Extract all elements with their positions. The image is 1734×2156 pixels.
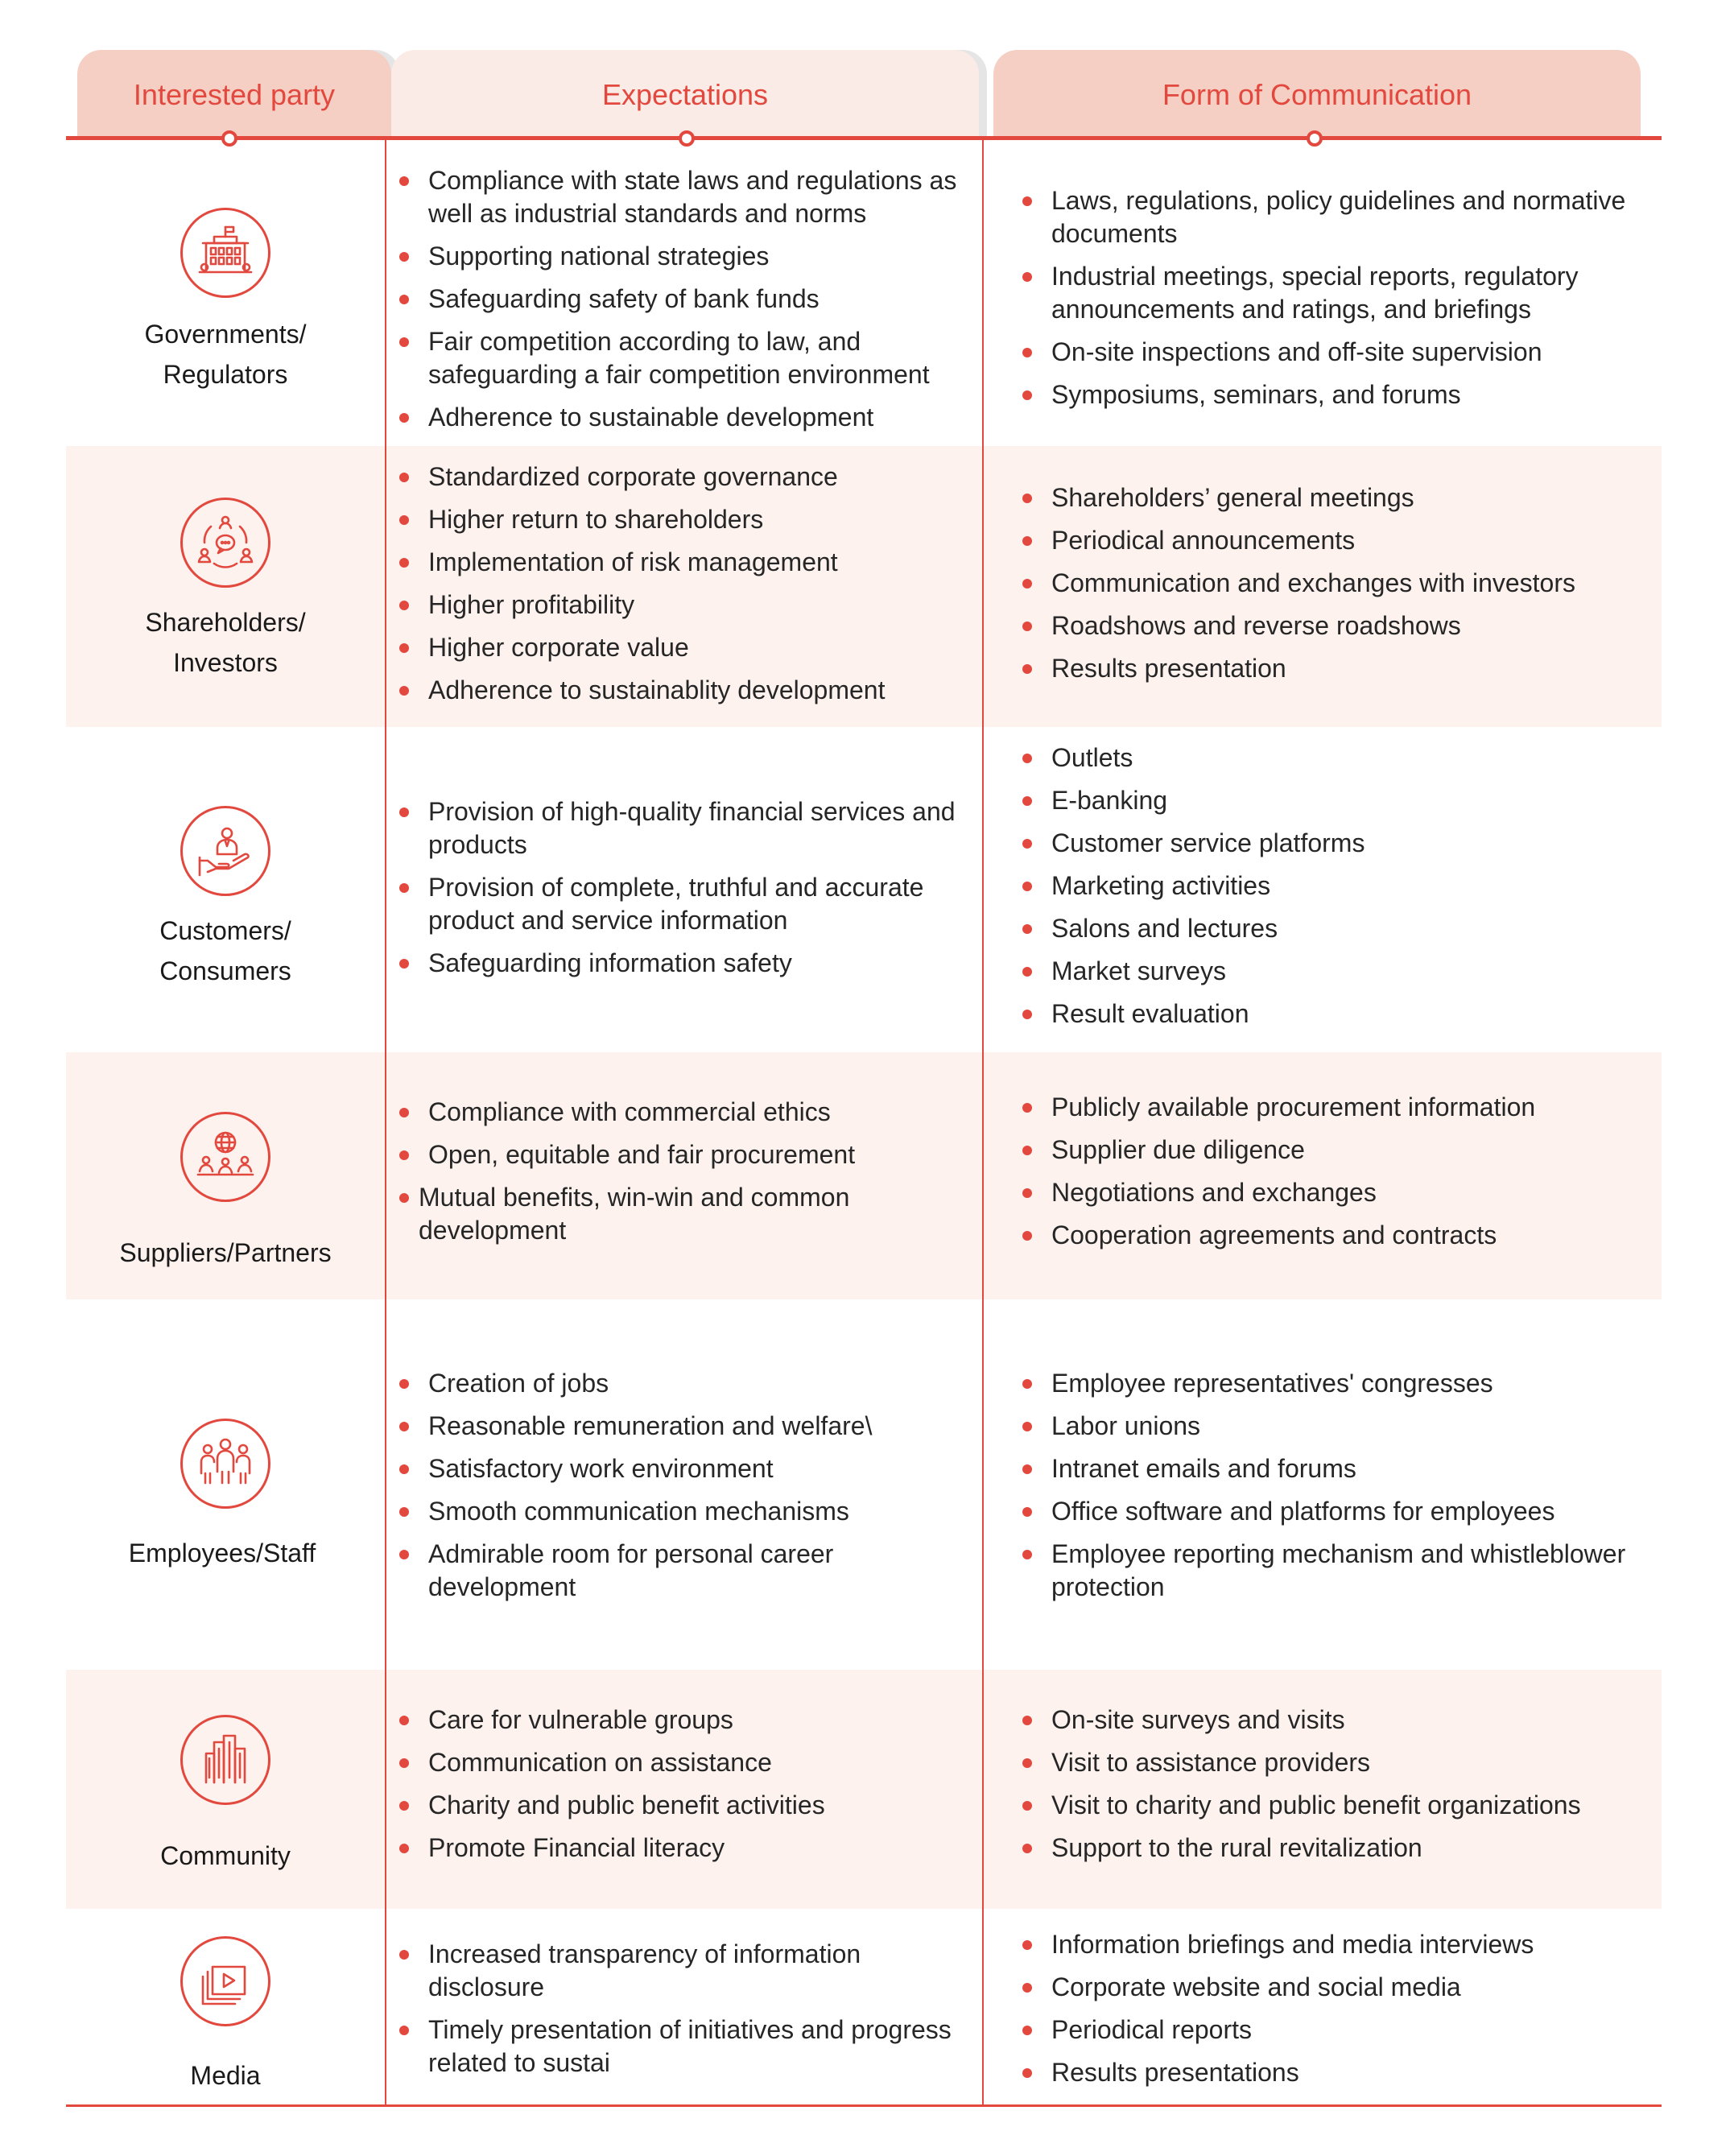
- communication-cell: [984, 1909, 1662, 2104]
- communication-cell: [984, 1299, 1662, 1670]
- expectations-cell: [386, 140, 984, 446]
- party-label: Suppliers/Partners: [119, 1238, 332, 1267]
- party-label: Media: [190, 2061, 261, 2090]
- list-item: Roadshows and reverse roadshows: [1051, 609, 1662, 642]
- list-item: Safeguarding information safety: [428, 947, 982, 980]
- list-item: Implementation of risk management: [428, 546, 982, 579]
- bottom-rule: [66, 2104, 1662, 2107]
- list-item: Communication and exchanges with investors: [1051, 567, 1662, 600]
- list-item: Customer service platforms: [1051, 827, 1662, 860]
- party-label: Shareholders/: [145, 608, 306, 637]
- table-row: [66, 1299, 1662, 1670]
- list-item: Standardized corporate governance: [428, 461, 982, 494]
- list-item: Adherence to sustainablity development: [428, 674, 982, 707]
- list-item: Creation of jobs: [428, 1367, 982, 1400]
- list-item: Information briefings and media interviews: [1051, 1928, 1662, 1961]
- expectations-cell: [386, 727, 984, 1052]
- list-item: Support to the rural revitalization: [1051, 1832, 1662, 1865]
- list-item: Results presentation: [1051, 652, 1662, 685]
- list-item: Shareholders’ general meetings: [1051, 481, 1662, 514]
- list-item: Result evaluation: [1051, 997, 1662, 1031]
- party-label: Regulators: [163, 360, 288, 389]
- table-row: [66, 1670, 1662, 1909]
- list-item: Industrial meetings, special reports, regulatory announcements and ratings, and briefings: [1051, 260, 1662, 326]
- list-item: Smooth communication mechanisms: [428, 1495, 982, 1528]
- list-item: Fair competition according to law, and safeguarding a fair competition environment: [428, 325, 982, 391]
- list-item: Compliance with commercial ethics: [428, 1096, 982, 1129]
- list-item: Publicly available procurement information: [1051, 1091, 1662, 1124]
- list-item: Admirable room for personal career development: [428, 1538, 982, 1604]
- list-item: Higher profitability: [428, 589, 982, 622]
- party-label: Community: [160, 1841, 291, 1870]
- expectations-cell: [386, 446, 984, 727]
- list-item: Salons and lectures: [1051, 912, 1662, 945]
- list-item: Reasonable remuneration and welfare\: [428, 1410, 982, 1443]
- list-item: Promote Financial literacy: [428, 1832, 982, 1865]
- party-label: Investors: [173, 648, 278, 677]
- header-interested-party: Interested party: [77, 50, 391, 140]
- list-item: Corporate website and social media: [1051, 1971, 1662, 2004]
- header-expectations: Expectations: [391, 50, 979, 140]
- list-item: Communication on assistance: [428, 1746, 982, 1779]
- table-row: [66, 1909, 1662, 2104]
- list-item: Symposiums, seminars, and forums: [1051, 378, 1662, 411]
- list-item: On-site surveys and visits: [1051, 1704, 1662, 1737]
- list-item: Results presentations: [1051, 2056, 1662, 2089]
- list-item: Charity and public benefit activities: [428, 1789, 982, 1822]
- list-item: Periodical reports: [1051, 2014, 1662, 2047]
- list-item: Visit to assistance providers: [1051, 1746, 1662, 1779]
- header-form-of-communication: Form of Communication: [993, 50, 1641, 140]
- table-header: [66, 50, 1662, 140]
- table-row: [66, 727, 1662, 1052]
- party-label: Consumers: [159, 956, 291, 985]
- list-item: Higher return to shareholders: [428, 503, 982, 536]
- communication-cell: [984, 1670, 1662, 1909]
- expectations-cell: [386, 1052, 984, 1299]
- list-item: Market surveys: [1051, 955, 1662, 988]
- party-label: Employees/Staff: [128, 1539, 316, 1567]
- list-item: Supplier due diligence: [1051, 1134, 1662, 1167]
- communication-cell: [984, 446, 1662, 727]
- expectations-cell: [386, 1299, 984, 1670]
- list-item: Cooperation agreements and contracts: [1051, 1219, 1662, 1252]
- list-item: Care for vulnerable groups: [428, 1704, 982, 1737]
- list-item: Outlets: [1051, 741, 1662, 774]
- expectations-cell: [386, 1909, 984, 2104]
- party-label: Governments/: [144, 320, 307, 349]
- list-item: Visit to charity and public benefit organizations: [1051, 1789, 1662, 1822]
- table-row: [66, 140, 1662, 446]
- stakeholder-table: [66, 50, 1662, 2107]
- list-item: Increased transparency of information disclosure: [428, 1938, 982, 2004]
- list-item: Provision of high-quality financial services and products: [428, 795, 982, 861]
- table-row: [66, 1052, 1662, 1299]
- expectations-cell: [386, 1670, 984, 1909]
- list-item: Satisfactory work environment: [428, 1452, 982, 1485]
- list-item: Marketing activities: [1051, 869, 1662, 902]
- table-row: [66, 446, 1662, 727]
- list-item: Mutual benefits, win-win and common development: [419, 1181, 982, 1247]
- list-item: Negotiations and exchanges: [1051, 1176, 1662, 1209]
- list-item: Periodical announcements: [1051, 524, 1662, 557]
- list-item: Employee reporting mechanism and whistleblower protection: [1051, 1538, 1662, 1604]
- list-item: Compliance with state laws and regulations as well as industrial standards and norms: [428, 164, 982, 230]
- list-item: Employee representatives' congresses: [1051, 1367, 1662, 1400]
- list-item: On-site inspections and off-site supervision: [1051, 336, 1662, 369]
- communication-cell: [984, 140, 1662, 446]
- list-item: Safeguarding safety of bank funds: [428, 283, 982, 316]
- list-item: Adherence to sustainable development: [428, 401, 982, 434]
- list-item: Intranet emails and forums: [1051, 1452, 1662, 1485]
- communication-cell: [984, 727, 1662, 1052]
- communication-cell: [984, 1052, 1662, 1299]
- list-item: Provision of complete, truthful and accurate product and service information: [428, 871, 982, 937]
- list-item: Higher corporate value: [428, 631, 982, 664]
- list-item: Labor unions: [1051, 1410, 1662, 1443]
- list-item: Office software and platforms for employees: [1051, 1495, 1662, 1528]
- list-item: Laws, regulations, policy guidelines and normative documents: [1051, 184, 1662, 250]
- list-item: Supporting national strategies: [428, 240, 982, 273]
- list-item: E-banking: [1051, 784, 1662, 817]
- list-item: Open, equitable and fair procurement: [428, 1138, 982, 1171]
- list-item: Timely presentation of initiatives and progress related to sustai: [428, 2014, 982, 2080]
- party-label: Customers/: [159, 916, 291, 945]
